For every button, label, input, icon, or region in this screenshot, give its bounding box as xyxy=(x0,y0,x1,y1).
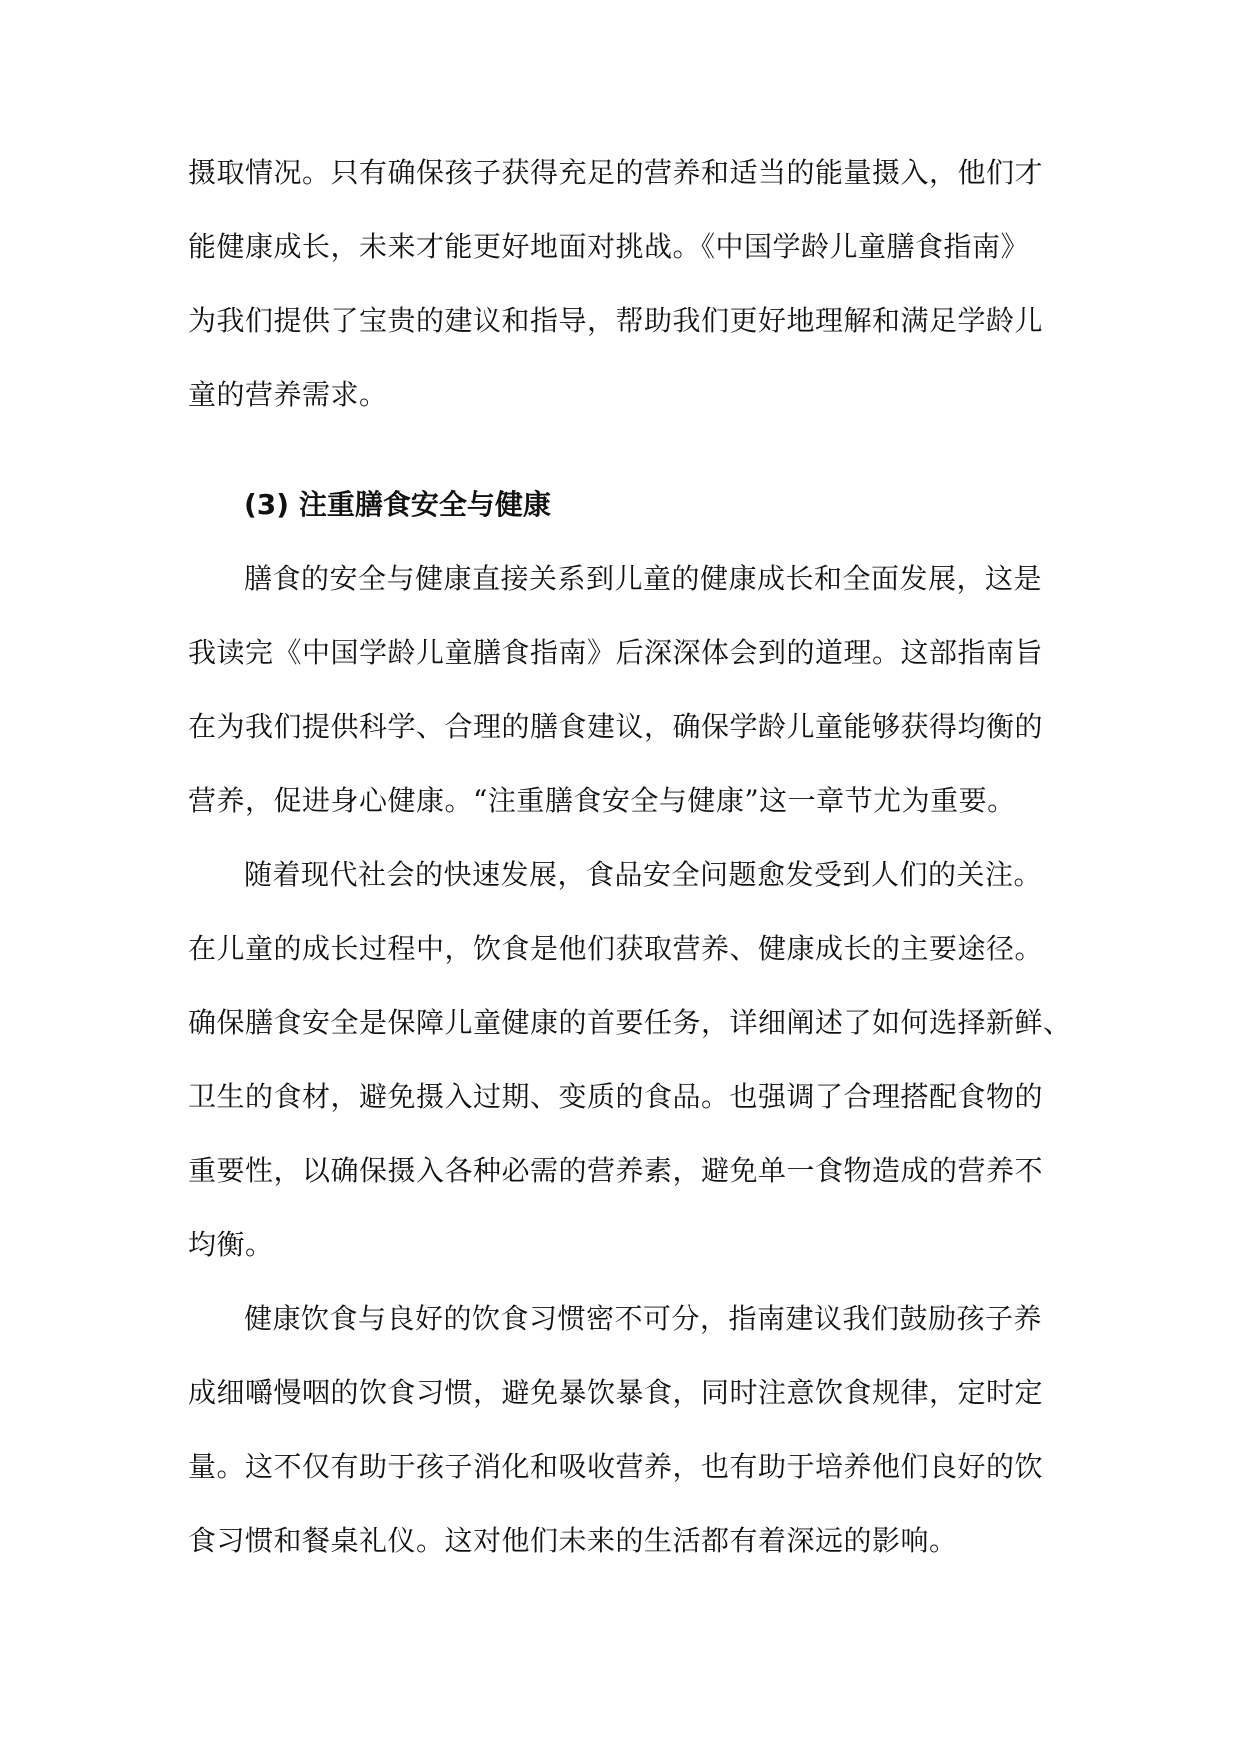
paragraph-line: 膳食的安全与健康直接关系到儿童的健康成长和全面发展，这是 xyxy=(244,562,1043,595)
paragraph-line: 营养，促进身心健康。“注重膳食安全与健康”这一章节尤为重要。 xyxy=(188,784,1016,817)
document-page xyxy=(188,136,1072,1578)
paragraph-food-safety xyxy=(188,838,1072,1282)
paragraph-line: 食习惯和餐桌礼仪。这对他们未来的生活都有着深远的影响。 xyxy=(188,1524,958,1557)
paragraph-line: 能健康成长，未来才能更好地面对挑战。《中国学龄儿童膳食指南》 xyxy=(188,230,1030,263)
paragraph-line: 确保膳食安全是保障儿童健康的首要任务，详细阐述了如何选择新鲜、 xyxy=(188,1006,1072,1039)
paragraph-eating-habits xyxy=(188,1282,1058,1578)
paragraph-line: 在为我们提供科学、合理的膳食建议，确保学龄儿童能够获得均衡的 xyxy=(188,710,1044,743)
paragraph-continuation xyxy=(188,136,1058,432)
paragraph-line: 为我们提供了宝贵的建议和指导，帮助我们更好地理解和满足学龄儿 xyxy=(188,304,1044,337)
paragraph-line: 量。这不仅有助于孩子消化和吸收营养，也有助于培养他们良好的饮 xyxy=(188,1450,1044,1483)
paragraph-line: 健康饮食与良好的饮食习惯密不可分，指南建议我们鼓励孩子养 xyxy=(244,1302,1043,1335)
paragraph-line: 成细嚼慢咽的饮食习惯，避免暴饮暴食，同时注意饮食规律，定时定 xyxy=(188,1376,1044,1409)
paragraph-line: 童的营养需求。 xyxy=(188,378,388,411)
paragraph-line: 重要性，以确保摄入各种必需的营养素，避免单一食物造成的营养不 xyxy=(188,1154,1044,1187)
paragraph-line: 随着现代社会的快速发展，食品安全问题愈发受到人们的关注。 xyxy=(244,858,1043,891)
paragraph-line: 我读完《中国学龄儿童膳食指南》后深深体会到的道理。这部指南旨 xyxy=(188,636,1044,669)
paragraph-line: 在儿童的成长过程中，饮食是他们获取营养、健康成长的主要途径。 xyxy=(188,932,1044,965)
paragraph-diet-safety xyxy=(188,542,1058,838)
paragraph-line: 卫生的食材，避免摄入过期、变质的食品。也强调了合理搭配食物的 xyxy=(188,1080,1044,1113)
paragraph-line: 摄取情况。只有确保孩子获得充足的营养和适当的能量摄入，他们才 xyxy=(188,156,1044,189)
section-heading: (3) 注重膳食安全与健康 xyxy=(244,488,551,521)
paragraph-line: 均衡。 xyxy=(188,1228,274,1261)
